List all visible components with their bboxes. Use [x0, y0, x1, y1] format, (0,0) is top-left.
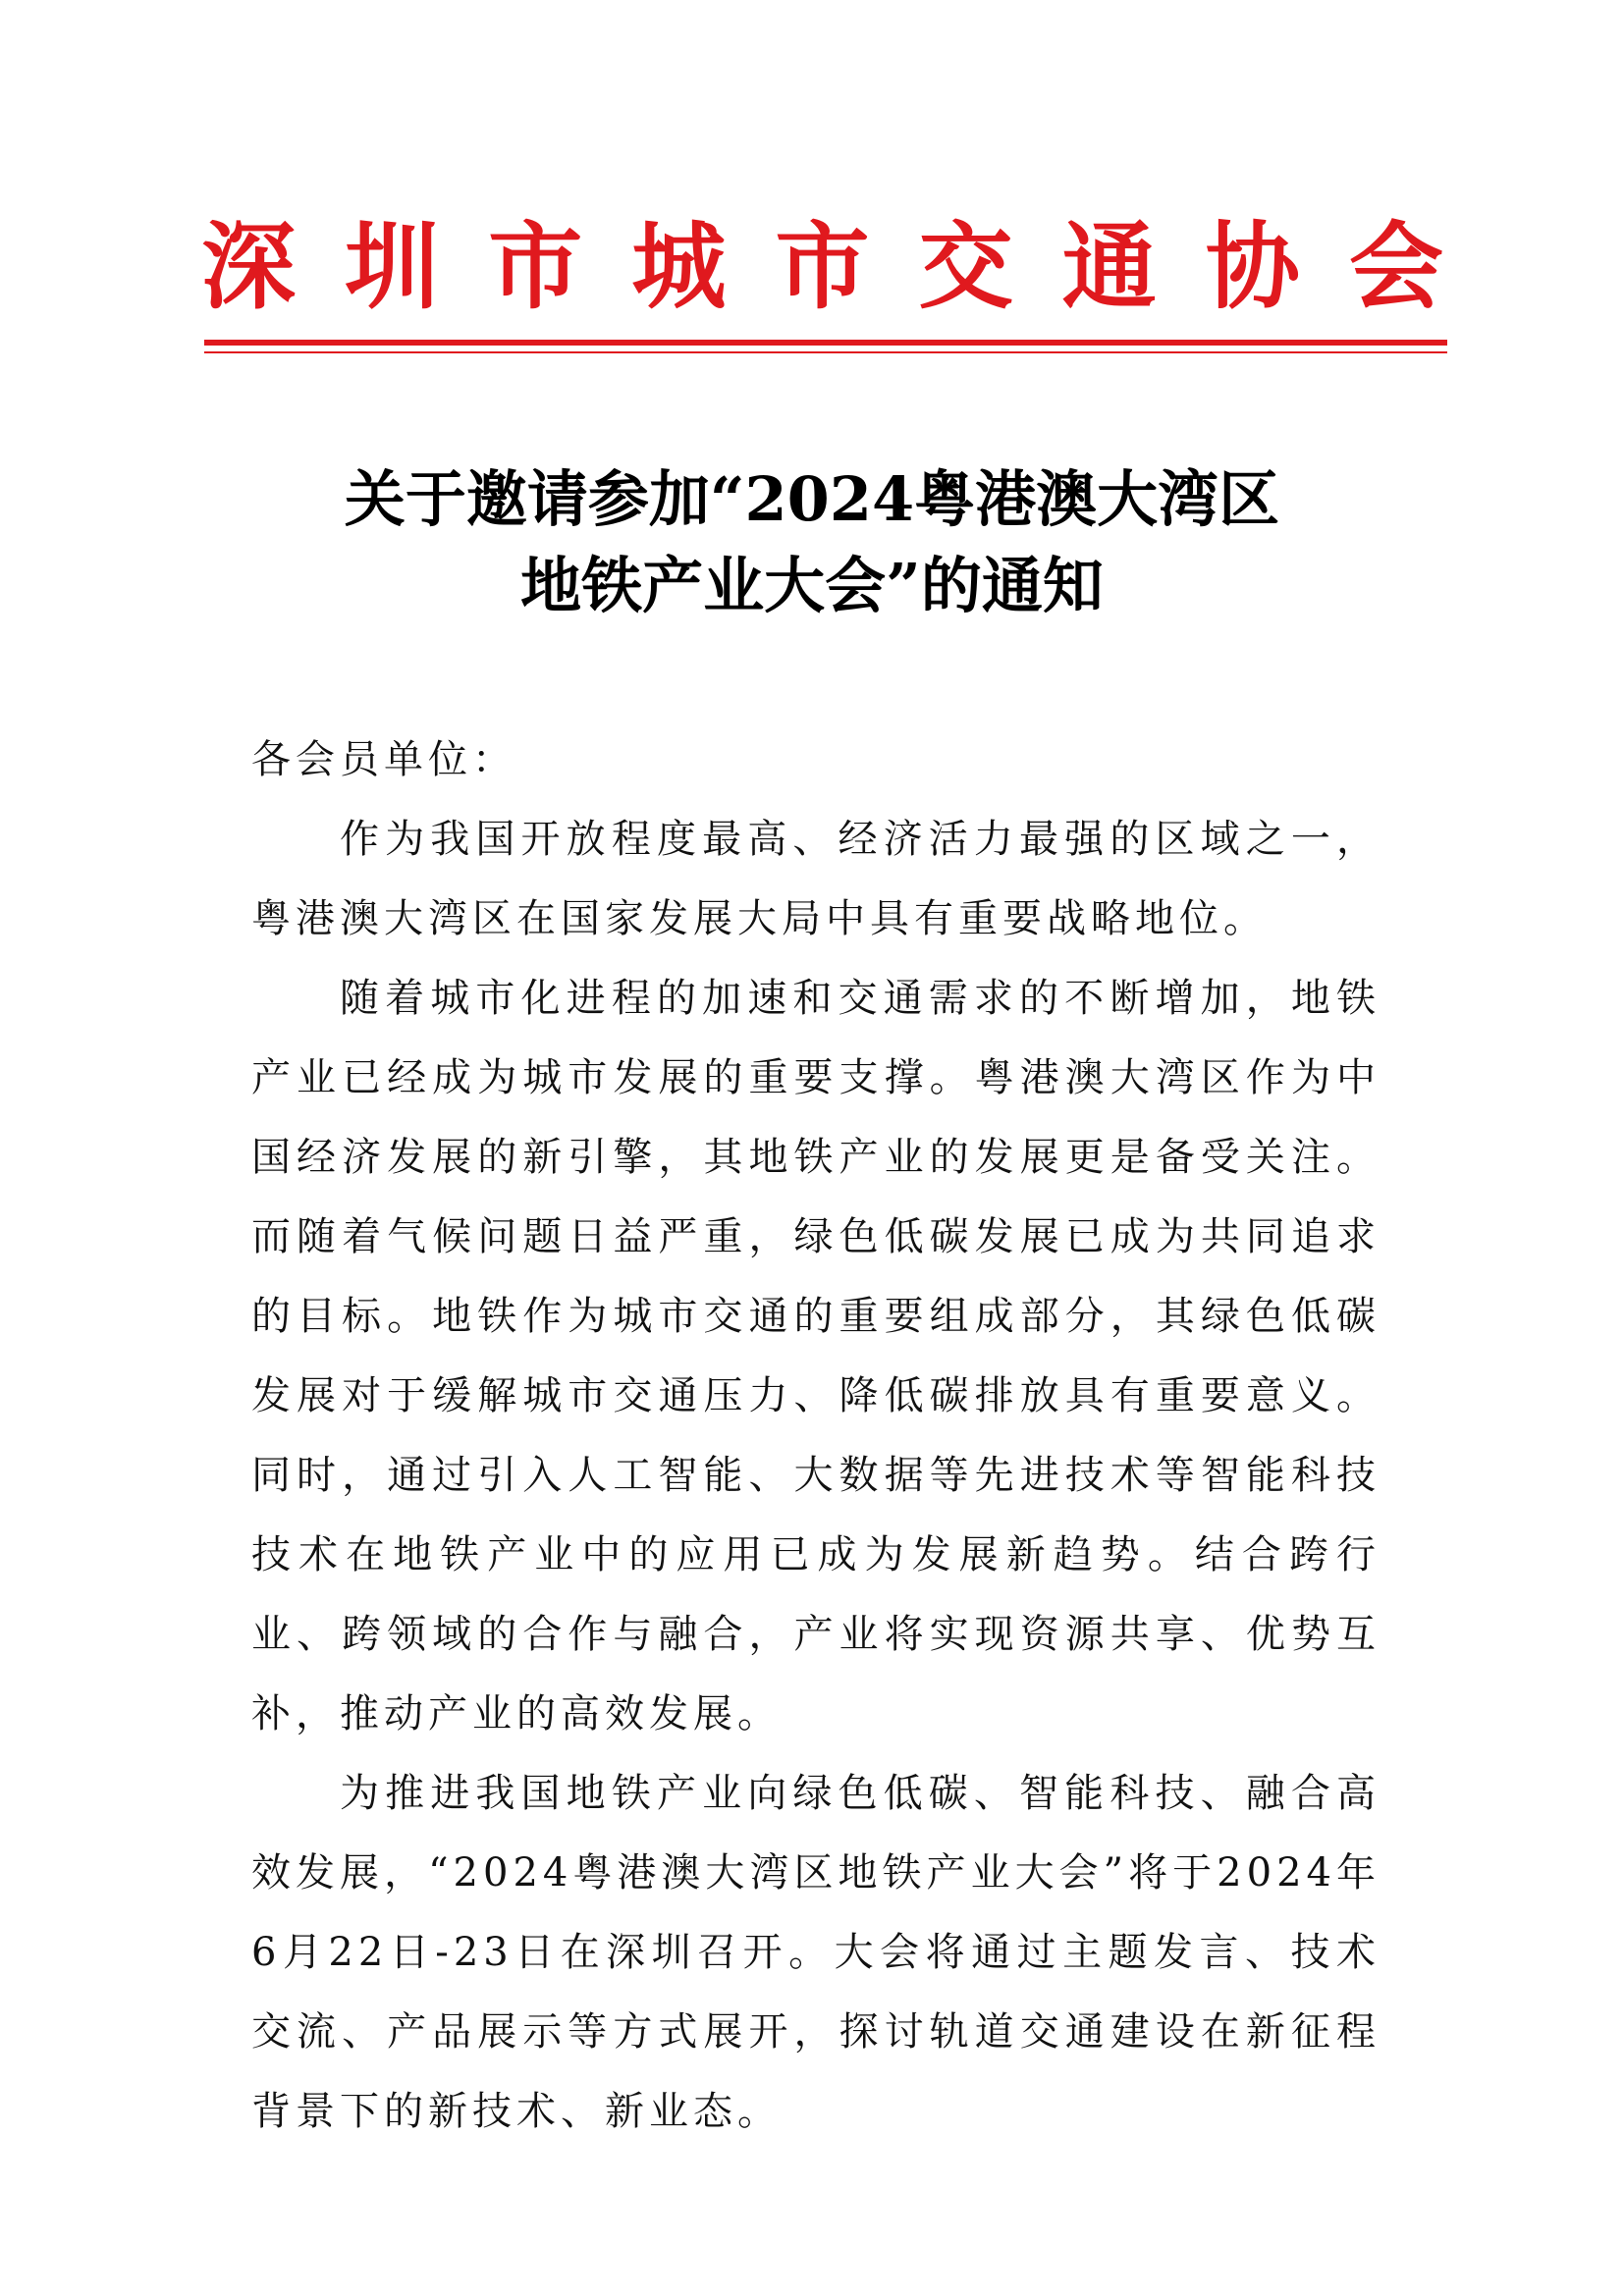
masthead-char: 圳 [345, 212, 440, 322]
masthead-char: 协 [1205, 212, 1300, 322]
title-line-2: 地铁产业大会”的通知 [520, 550, 1104, 621]
document-title [196, 456, 1428, 629]
masthead-char: 城 [631, 212, 727, 322]
salutation: 各会员单位： [251, 737, 516, 782]
document-body [251, 721, 1380, 2152]
body-paragraph: 随着城市化进程的加速和交通需求的不断增加，地铁产业已经成为城市发展的重要支撑。粤港澳大湾区作为中国经济发展的新引擎，其地铁产业的发展更是备受关注。而随着气候问题日益严重，绿色低碳发展已成为共同追求的目标。地铁作为城市交通的重要组成部分，其绿色低碳发展对于缓解城市交通压力、降低碳排放具有重要意义。同时，通过引入人工智能、大数据等先进技术等智能科技技术在地铁产业中的应用已成为发展新趋势。结合跨行业、跨领域的合作与融合，产业将实现资源共享、优势互补，推动产业的高效发展。 [251, 976, 1380, 1736]
masthead-char: 市 [488, 212, 583, 322]
title-line-1: 关于邀请参加“2024粤港澳大湾区 [344, 463, 1280, 535]
masthead-rule-thin [204, 351, 1447, 353]
masthead-char: 市 [775, 212, 870, 322]
masthead-rule-thick [204, 340, 1447, 346]
masthead-char: 深 [201, 212, 296, 322]
masthead-char: 会 [1349, 212, 1443, 322]
body-paragraph: 作为我国开放程度最高、经济活力最强的区域之一，粤港澳大湾区在国家发展大局中具有重要战略地位。 [251, 817, 1380, 941]
masthead-char: 交 [918, 212, 1013, 322]
masthead-char: 通 [1061, 212, 1157, 322]
body-paragraph: 为推进我国地铁产业向绿色低碳、智能科技、融合高效发展，“2024粤港澳大湾区地铁产业大会”将于2024年6月22日-23日在深圳召开。大会将通过主题发言、技术交流、产品展示等方式展开，探讨轨道交通建设在新征程背景下的新技术、新业态。 [251, 1771, 1380, 2134]
masthead [201, 208, 1443, 326]
